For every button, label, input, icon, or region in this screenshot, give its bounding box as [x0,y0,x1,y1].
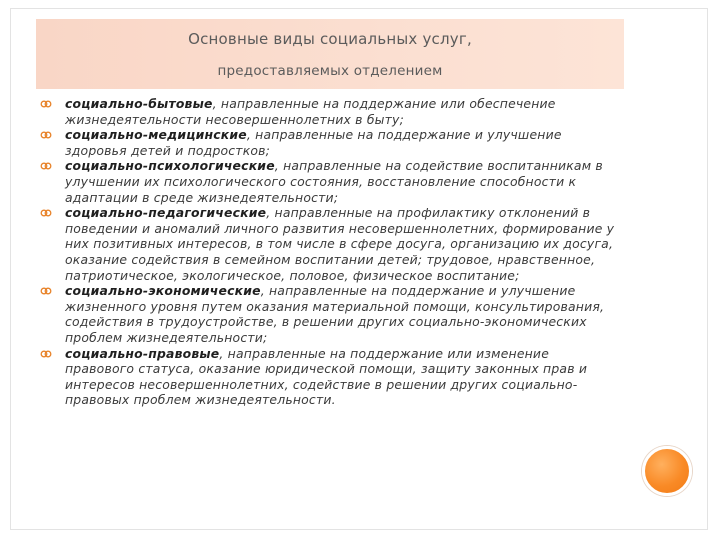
services-list [37,96,617,408]
item-term: социально-медицинские [65,127,247,143]
item-term: социально-экономические [65,283,261,299]
item-text: , направленные на содействие воспитанникам в улучшении их психологического состояния, восстановление способности к адаптации в среде жизнедеятельности; [65,158,603,205]
bullet-symbol-icon [40,285,52,297]
decorative-orange-circle [642,446,692,496]
bullet-symbol-icon [40,98,52,110]
bullet-symbol-icon [40,348,52,360]
bullet-symbol-icon [40,160,52,172]
item-text: , направленные на поддержание или изменение правового статуса, оказание юридической помощи, защиту законных прав и интересов несовершеннолетних, содействие в решении других социально-правовых проблем жизнедеятельности. [65,345,588,408]
list-item [37,205,617,283]
slide-title [36,24,624,87]
item-text: , направленные на поддержание и улучшение здоровья детей и подростков; [65,127,562,158]
list-item [37,283,617,345]
list-item [37,127,617,158]
list-item [37,158,617,205]
title-line-1: Основные виды социальных услуг, [188,30,472,48]
item-term: социально-психологические [65,158,275,174]
item-text: , направленные на поддержание или обеспечение жизнедеятельности несовершеннолетних в быту; [65,96,556,127]
item-term: социально-правовые [65,345,220,361]
bullet-symbol-icon [40,129,52,141]
bullet-symbol-icon [40,207,52,219]
title-line-2: предоставляемых отделением [217,63,443,79]
item-term: социально-бытовые [65,96,213,111]
item-term: социально-педагогические [65,205,267,221]
list-item [37,346,617,408]
accent-dash [36,17,104,19]
item-text: , направленные на профилактику отклонений в поведении и аномалий личного развития несовершеннолетних, формирование у них позитивных интересов, в том числе в сфере досуга, организацию их досуга, оказание содействия в семейном воспитании детей; трудовое, нравственное, патриотическое, экологическое, половое, физическое воспитание; [65,205,615,283]
list-item [37,96,617,127]
item-text: , направленные на поддержание и улучшение жизненного уровня путем оказания материальной помощи, консультирования, содействия в трудоустройстве, в решении других социально-экономических проблем жизнедеятельности; [65,283,605,345]
